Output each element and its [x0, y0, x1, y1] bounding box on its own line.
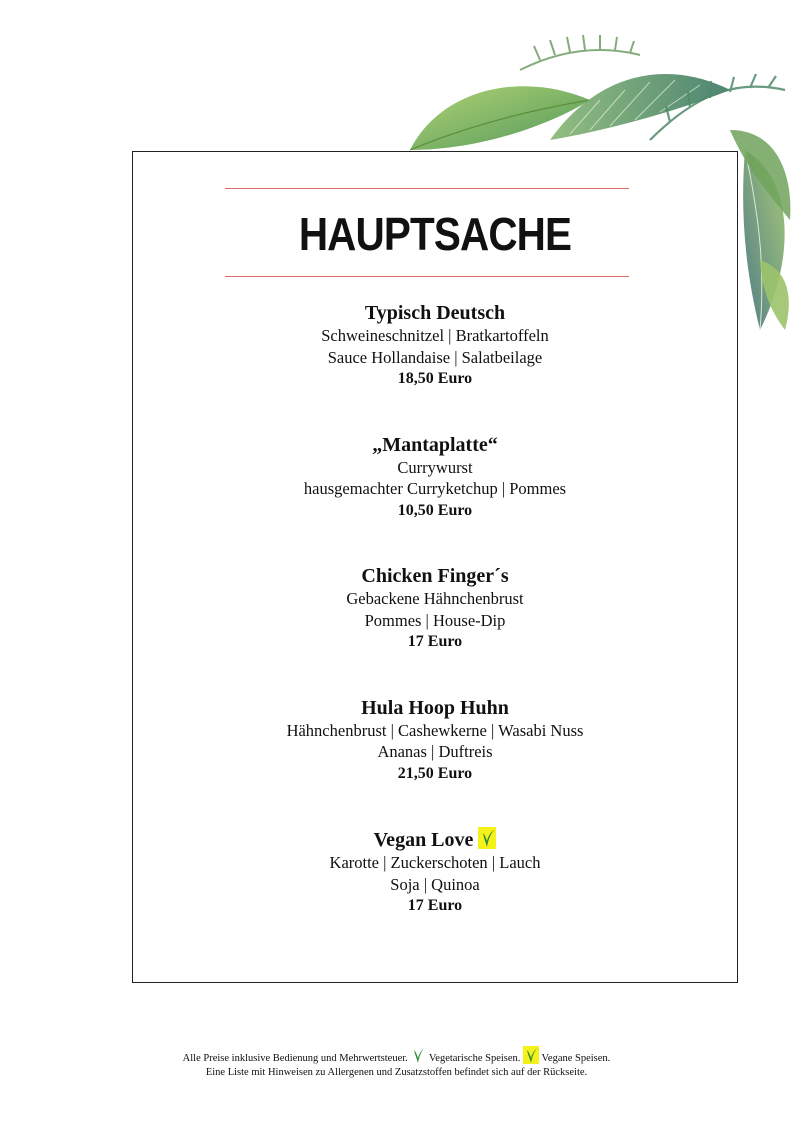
page-title: HAUPTSACHE — [298, 208, 572, 260]
vegetarian-legend: Vegetarische Speisen. — [428, 1053, 521, 1064]
dish-name: Typisch Deutsch — [364, 302, 506, 324]
dish-name: Hula Hoop Huhn — [361, 696, 509, 719]
menu-card — [132, 151, 738, 983]
dish-description: Ananas | Duftreis — [377, 742, 493, 761]
vegan-leaf-icon — [478, 827, 496, 849]
dish-description: Pommes | House-Dip — [364, 610, 506, 630]
dish-name: Chicken Finger´s — [361, 565, 509, 587]
dish-description: Currywurst — [397, 457, 473, 477]
dish-description: hausgemachter Curryketchup | Pommes — [303, 479, 567, 498]
dish-description: Schweineschnitzel | Bratkartoffeln — [321, 326, 549, 345]
dish-name: „Mantaplatte“ — [372, 433, 498, 456]
dish-price: 21,50 Euro — [397, 764, 473, 782]
dish-description: Gebackene Hähnchenbrust — [346, 589, 524, 608]
dish-description: Soja | Quinoa — [390, 874, 480, 894]
title-bottom-rule — [225, 276, 629, 277]
dish-item — [133, 827, 737, 959]
vegan-legend: Vegane Speisen. — [541, 1053, 611, 1064]
dish-description: Sauce Hollandaise | Salatbeilage — [327, 347, 543, 367]
dish-price: 17 Euro — [407, 633, 463, 650]
dish-list — [133, 301, 737, 959]
footer-line-1 — [0, 1046, 793, 1066]
dish-price: 17 Euro — [407, 897, 463, 914]
dish-price: 10,50 Euro — [397, 501, 473, 519]
price-note: Alle Preise inklusive Bedienung und Mehrwertsteuer. — [182, 1053, 408, 1064]
dish-item — [133, 433, 737, 565]
allergen-note: Eine Liste mit Hinweisen zu Allergenen und Zusatzstoffen befindet sich auf der Rückseite. — [205, 1067, 588, 1078]
dish-description: Hähnchenbrust | Cashewkerne | Wasabi Nuss — [286, 720, 584, 740]
dish-name-row — [133, 827, 737, 852]
vegan-leaf-icon — [523, 1046, 539, 1064]
title-top-rule — [225, 188, 629, 189]
vegetarian-leaf-icon — [410, 1046, 426, 1064]
dish-price: 18,50 Euro — [397, 370, 473, 387]
dish-item — [133, 564, 737, 696]
dish-item — [133, 696, 737, 828]
dish-item — [133, 301, 737, 433]
dish-description: Karotte | Zuckerschoten | Lauch — [329, 853, 541, 872]
dish-name: Vegan Love — [373, 829, 474, 851]
footer-notes — [0, 1046, 793, 1080]
